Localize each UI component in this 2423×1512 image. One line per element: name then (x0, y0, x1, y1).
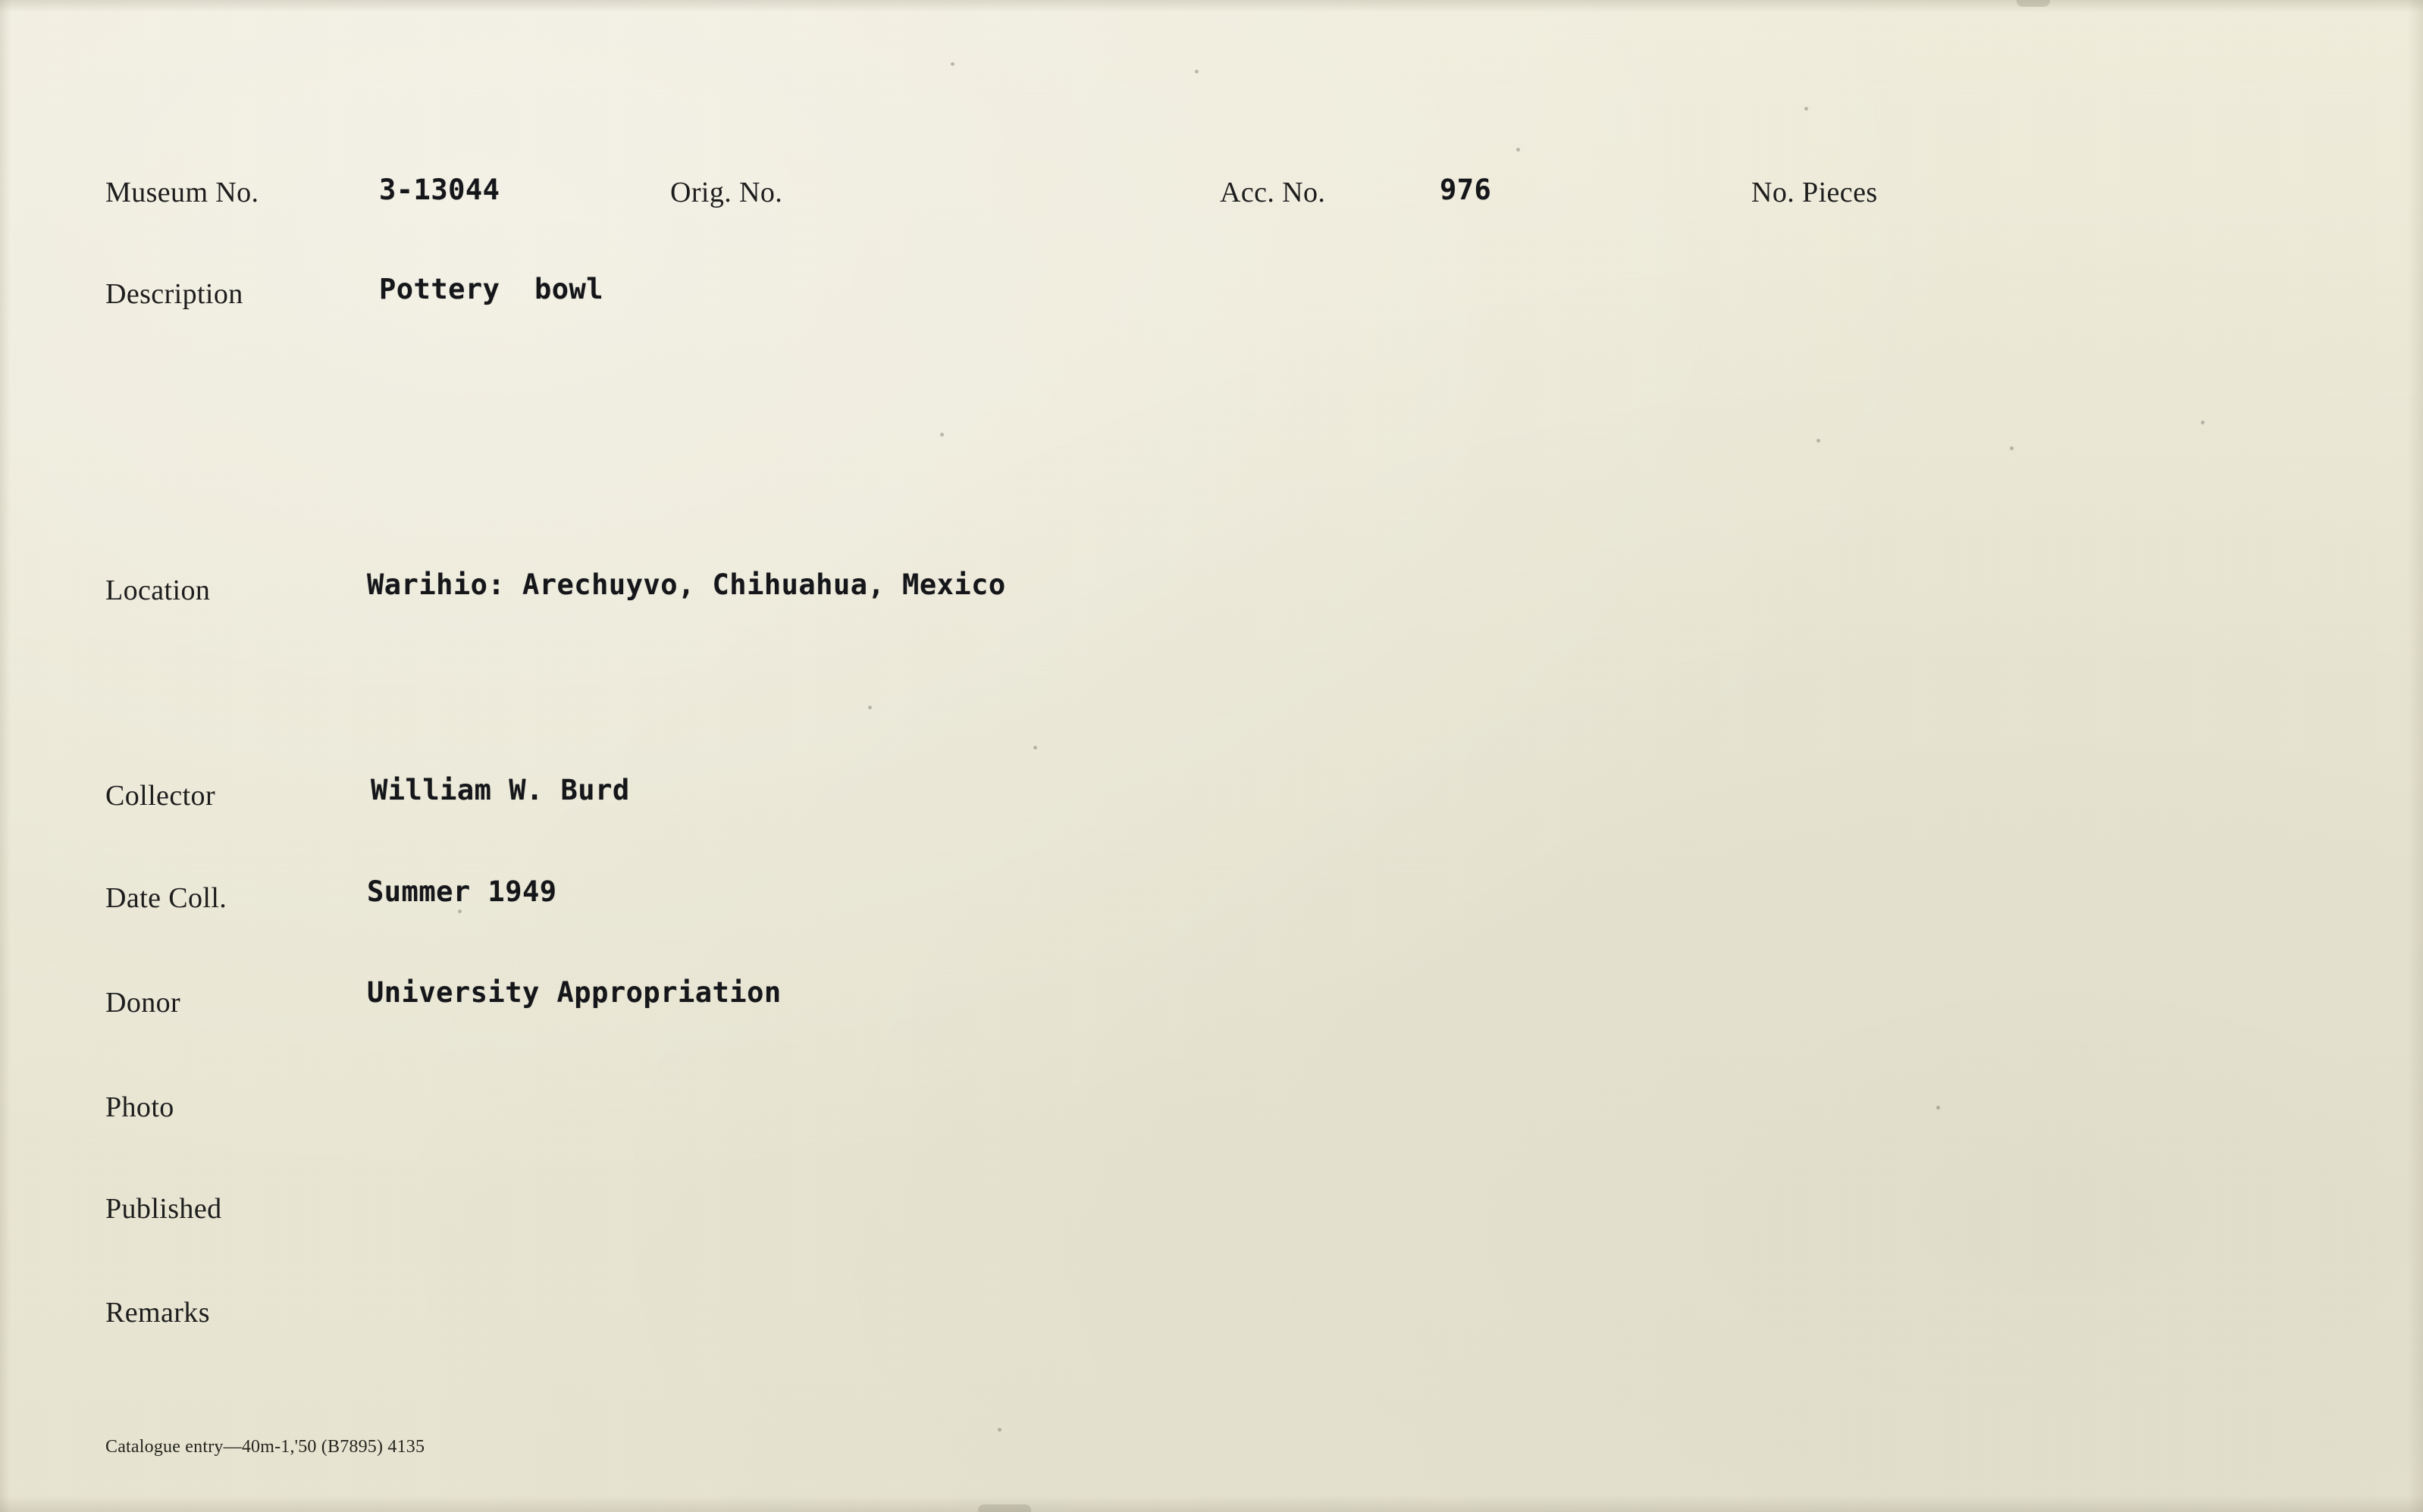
location-label: Location (105, 574, 211, 606)
card-edge-left-shadow (0, 0, 11, 1512)
card-notch-bottom (978, 1504, 1031, 1512)
photo-label: Photo (105, 1091, 174, 1123)
date-coll-label: Date Coll. (105, 882, 227, 914)
paper-speck (868, 706, 872, 709)
paper-speck (1936, 1106, 1940, 1110)
paper-speck (1195, 70, 1199, 74)
donor-label: Donor (105, 987, 181, 1019)
description-label: Description (105, 278, 243, 310)
donor-value[interactable]: University Appropriation (367, 976, 782, 1009)
paper-speck (1816, 439, 1820, 443)
acc-no-label: Acc. No. (1220, 177, 1326, 208)
paper-speck (2201, 421, 2205, 424)
paper-speck (940, 433, 944, 437)
card-edge-top-shadow (0, 0, 2423, 12)
card-edge-bottom-shadow (0, 1495, 2423, 1512)
paper-speck (1033, 746, 1037, 750)
acc-no-value[interactable]: 976 (1440, 174, 1492, 206)
card-notch-top (2017, 0, 2050, 7)
paper-speck (2010, 446, 2014, 450)
paper-speck (1804, 107, 1808, 111)
museum-no-value[interactable]: 3-13044 (379, 174, 500, 206)
date-coll-value[interactable]: Summer 1949 (367, 875, 557, 908)
description-value[interactable]: Pottery bowl (379, 273, 604, 305)
collector-value[interactable]: William W. Burd (371, 774, 630, 806)
no-pieces-label: No. Pieces (1751, 177, 1878, 208)
paper-speck (998, 1428, 1001, 1432)
location-value[interactable]: Warihio: Arechuyvo, Chihuahua, Mexico (367, 568, 1006, 601)
published-label: Published (105, 1193, 222, 1225)
museum-no-label: Museum No. (105, 177, 259, 208)
remarks-label: Remarks (105, 1297, 210, 1329)
collector-label: Collector (105, 780, 216, 812)
card-edge-right-shadow (2408, 0, 2423, 1512)
paper-speck (951, 62, 954, 66)
orig-no-label: Orig. No. (670, 177, 783, 208)
paper-speck (1516, 148, 1520, 152)
paper-speck (458, 909, 462, 913)
catalogue-imprint: Catalogue entry—40m-1,'50 (B7895) 4135 (105, 1437, 425, 1457)
